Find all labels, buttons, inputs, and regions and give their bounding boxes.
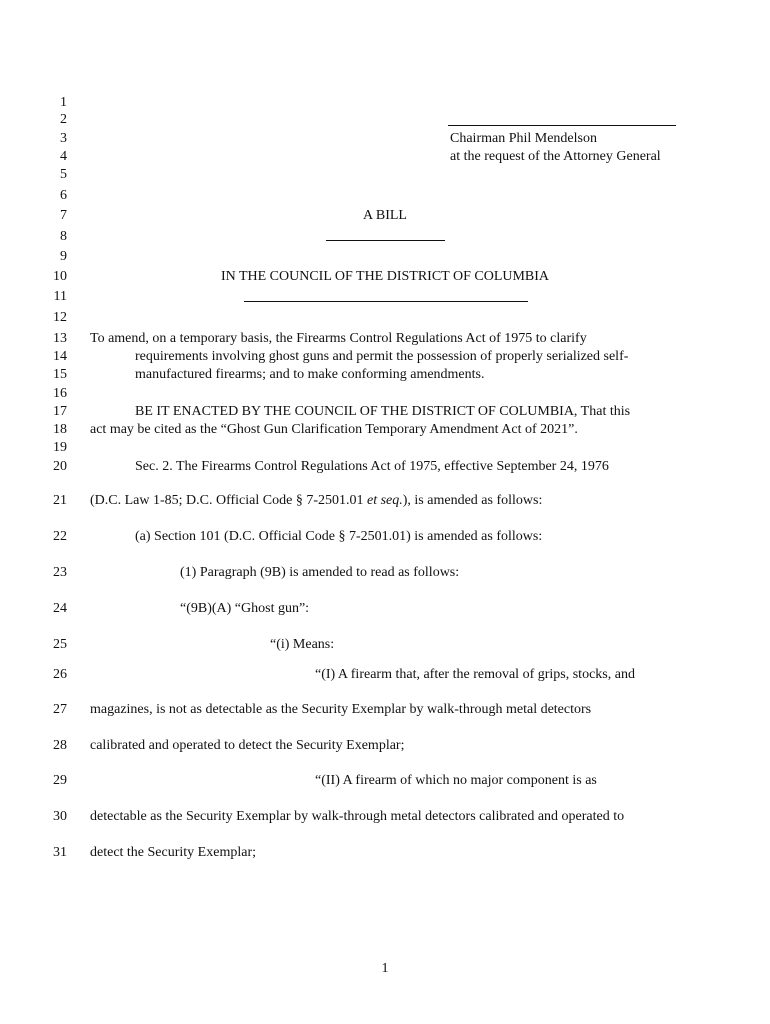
- sponsor-request: at the request of the Attorney General: [450, 149, 661, 164]
- line-number: 31: [53, 845, 67, 860]
- body-line: Sec. 2. The Firearms Control Regulations Act of 1975, effective September 24, 1976: [135, 459, 609, 474]
- line-number: 2: [60, 112, 67, 127]
- purpose-text: manufactured firearms; and to make conforming amendments.: [135, 367, 485, 382]
- body-line: “(II) A firearm of which no major component is as: [315, 773, 597, 788]
- line-number: 22: [53, 529, 67, 544]
- line-number: 7: [60, 208, 67, 223]
- line-number: 14: [53, 349, 67, 364]
- line-number: 4: [60, 149, 67, 164]
- line-number: 9: [60, 249, 67, 264]
- line-number: 16: [53, 386, 67, 401]
- body-line: “(I) A firearm that, after the removal of grips, stocks, and: [315, 667, 635, 682]
- body-line: magazines, is not as detectable as the Security Exemplar by walk-through metal detectors: [90, 702, 592, 717]
- line-number: 6: [60, 188, 67, 203]
- body-line: detectable as the Security Exemplar by walk-through metal detectors calibrated and operated to: [90, 809, 625, 824]
- page-number: 1: [381, 961, 389, 976]
- line-number: 29: [53, 773, 67, 788]
- body-text: (D.C. Law 1-85; D.C. Official Code § 7-2501.01: [90, 493, 367, 508]
- line-number: 26: [53, 667, 67, 682]
- enacting-clause: act may be cited as the “Ghost Gun Clarification Temporary Amendment Act of 2021”.: [90, 422, 578, 437]
- body-line: “(i) Means:: [270, 637, 335, 652]
- body-line: detect the Security Exemplar;: [90, 845, 256, 860]
- line-number: 19: [53, 440, 67, 455]
- line-number: 13: [53, 331, 67, 346]
- body-line: [90, 492, 542, 510]
- bill-title: A BILL: [363, 208, 407, 223]
- enacting-clause: BE IT ENACTED BY THE COUNCIL OF THE DISTRICT OF COLUMBIA, That this: [135, 404, 631, 419]
- line-number: 24: [53, 601, 67, 616]
- line-number: 3: [60, 131, 67, 146]
- body-line: calibrated and operated to detect the Security Exemplar;: [90, 738, 405, 753]
- line-number: 5: [60, 167, 67, 182]
- purpose-text: To amend, on a temporary basis, the Firearms Control Regulations Act of 1975 to clarify: [90, 331, 587, 346]
- line-number: 20: [53, 459, 67, 474]
- line-number: 21: [53, 493, 67, 508]
- line-number: 18: [53, 422, 67, 437]
- line-number: 11: [53, 289, 67, 304]
- body-line: (1) Paragraph (9B) is amended to read as follows:: [180, 565, 460, 580]
- line-number: 25: [53, 637, 67, 652]
- line-number: 27: [53, 702, 67, 717]
- title-rule: [326, 240, 445, 241]
- council-rule: [244, 301, 528, 302]
- line-number: 28: [53, 738, 67, 753]
- line-number: 17: [53, 404, 67, 419]
- sponsor-name: Chairman Phil Mendelson: [450, 131, 597, 146]
- line-number: 12: [53, 310, 67, 325]
- purpose-text: requirements involving ghost guns and permit the possession of properly serialized self-: [135, 349, 629, 364]
- line-number: 23: [53, 565, 67, 580]
- body-text: ), is amended as follows:: [402, 493, 543, 508]
- line-number: 1: [60, 95, 67, 110]
- line-number: 8: [60, 229, 67, 244]
- signature-rule: [448, 125, 676, 126]
- line-number: 15: [53, 367, 67, 382]
- body-line: “(9B)(A) “Ghost gun”:: [180, 601, 310, 616]
- line-number: 30: [53, 809, 67, 824]
- italic-text: et seq.: [366, 493, 403, 508]
- body-line: (a) Section 101 (D.C. Official Code § 7-2501.01) is amended as follows:: [135, 529, 543, 544]
- council-heading: IN THE COUNCIL OF THE DISTRICT OF COLUMBIA: [220, 269, 550, 284]
- line-number: 10: [53, 269, 67, 284]
